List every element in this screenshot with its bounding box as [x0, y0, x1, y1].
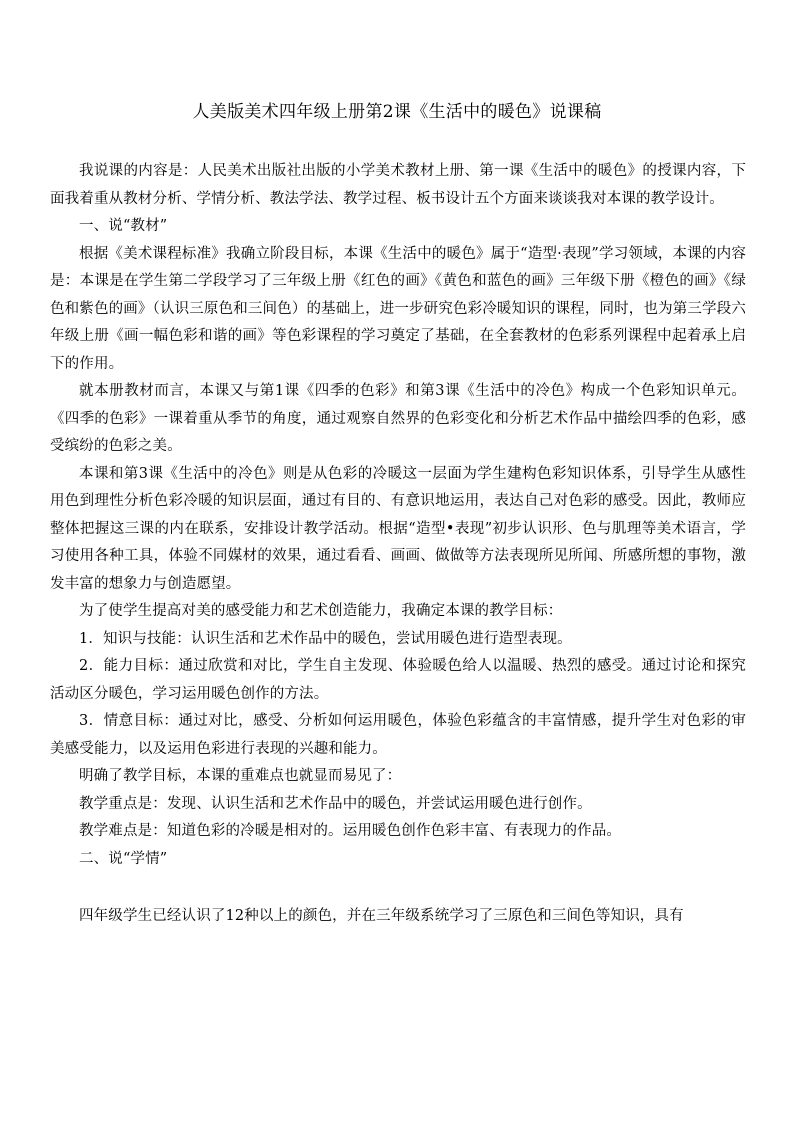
document-body [50, 158, 746, 931]
objective-emotion: 3．情意目标：通过对比，感受、分析如何运用暖色，体验色彩蕴含的丰富情感，提升学生对色彩的审美感受能力，以及运用色彩进行表现的兴趣和能力。 [50, 713, 746, 757]
textbook-paragraph-1: 根据《美术课程标准》我确立阶段目标，本课《生活中的暖色》属于“造型·表现”学习领域，本课的内容是：本课是在学生第二学段学习了三年级上册《红色的画》《黄色和蓝色的画》三年级下册《橙色的画》《绿色和紫色的画》（认识三原色和三间色）的基础上，进一步研究色彩冷暖知识的课程，同时，也为第三学段六年级上册《画一幅色彩和谐的画》等色彩课程的学习奠定了基础，在全套教材的色彩系列课程中起着承上启下的作用。 [50, 245, 746, 372]
section-heading-learners: 二、说“学情” [79, 850, 168, 867]
learners-paragraph: 四年级学生已经认识了12种以上的颜色，并在三年级系统学习了三原色和三间色等知识，具有 [79, 908, 684, 924]
difficult-point: 教学难点是：知道色彩的冷暖是相对的。运用暖色创作色彩丰富、有表现力的作品。 [79, 823, 622, 839]
key-points-intro: 明确了教学目标，本课的重难点也就显而易见了： [79, 768, 402, 784]
objective-ability: 2．能力目标：通过欣赏和对比，学生自主发现、体验暖色给人以温暖、热烈的感受。通过讨论和探究活动区分暖色，学习运用暖色创作的方法。 [50, 658, 746, 702]
objectives-intro: 为了使学生提高对美的感受能力和艺术创造能力，我确定本课的教学目标： [79, 603, 563, 619]
document-title: 人美版美术四年级上册第2课《生活中的暖色》说课稿 [192, 102, 602, 122]
objective-knowledge: 1．知识与技能：认识生活和艺术作品中的暖色，尝试用暖色进行造型表现。 [79, 630, 572, 647]
section-heading-textbook: 一、说“教材” [79, 218, 168, 234]
key-point: 教学重点是：发现、认识生活和艺术作品中的暖色，并尝试运用暖色进行创作。 [79, 795, 592, 812]
textbook-paragraph-3: 本课和第3课《生活中的冷色》则是从色彩的冷暖这一层面为学生建构色彩知识体系，引导学生从感性用色到理性分析色彩冷暖的知识层面，通过有目的、有意识地运用，表达自己对色彩的感受。因此，教师应整体把握这三课的内在联系，安排设计教学活动。根据“造型•表现”初步认识形、色与肌理等美术语言，学习使用各种工具，体验不同媒材的效果，通过看看、画画、做做等方法表现所见所闻、所感所想的事物，激发丰富的想象力与创造愿望。 [50, 465, 746, 592]
textbook-paragraph-2: 就本册教材而言，本课又与第1课《四季的色彩》和第3课《生活中的冷色》构成一个色彩知识单元。《四季的色彩》一课着重从季节的角度，通过观察自然界的色彩变化和分析艺术作品中描绘四季的色彩，感受缤纷的色彩之美。 [50, 383, 746, 454]
intro-paragraph: 我说课的内容是：人民美术出版社出版的小学美术教材上册、第一课《生活中的暖色》的授课内容，下面我着重从教材分析、学情分析、教法学法、教学过程、板书设计五个方面来谈谈我对本课的教学设计。 [50, 163, 746, 207]
spacer [50, 873, 746, 903]
